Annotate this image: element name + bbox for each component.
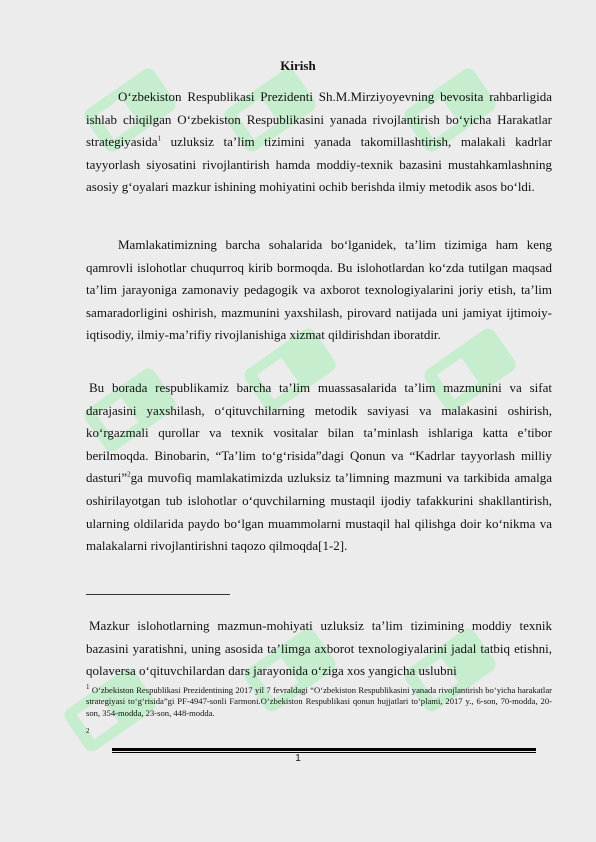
paragraph-1-text-a: O‘zbekiston Respublikasi Prezidenti Sh.M.Mirziyoyevning bevosita rahbarligida ishlab chiqilgan O‘zbekiston Respublikasini yanada rivojlantirish bo‘yicha Harakatlar strategiyasida <box>86 89 552 150</box>
footnotes <box>86 685 552 741</box>
footnote-1 <box>86 685 552 719</box>
footnote-ref-1[interactable]: 1 <box>157 134 161 143</box>
footnote-ref-2[interactable]: 2 <box>127 471 131 480</box>
footnote-1-mark: 1 <box>86 683 90 692</box>
paragraph-2: Mamlakatimizning barcha sohalarida bo‘lganidek, ta’lim tizimiga ham keng qamrovli islohotlar chuqurroq kirib bormoqda. Bu islohotlardan ko‘zda tutilgan maqsad ta’lim jarayoniga zamonaviy pedagogik va axborot texnologiyalarini joriy etish, ta’lim samaradorligini oshirish, mazmunini yaxshilash, pirovard natijada uni jamiyat ijtimoiy-iqtisodiy, ilmiy-ma’rifiy rivojlanishiga xizmat qildirishdan iboratdir. <box>86 237 552 343</box>
paragraph-1 <box>86 86 552 199</box>
page-number: 1 <box>295 753 301 764</box>
footer-rule-thick <box>112 748 536 751</box>
page-title: Kirish <box>280 58 316 73</box>
paragraph-3-text-a: Bu borada respublikamiz barcha ta’lim muassasalarida ta’lim mazmunini va sifat darajasini yaxshilash, o‘qituvchilarning metodik saviyasi va malakasini oshirish, ko‘rgazmali qurollar va texnik vositalar bilan ta’minlash ishlariga katta e’tibor berilmoqda. Binobarin, “Ta’lim to‘g‘risida”dagi Qonun va “Kadrlar tayyorlash milliy dasturi” <box>86 380 552 486</box>
paragraph-3-text-b: ga muvofiq mamlakatimizda uzluksiz ta’limning mazmuni va tarkibida amalga oshirilayotgan tub islohotlar o‘quvchilarning mustaqil ijodiy tafakkurini shakllantirish, ularning oldilarida paydo bo‘lgan muammolarni mustaqil hal qilishga doir ko‘nikma va malakalarni rivojlantirishni taqozo qilmoqda[1-2]. <box>86 470 552 554</box>
paragraph-1-text-b: uzluksiz ta’lim tizimini yanada takomillashtirish, malakali kadrlar tayyorlash siyosatini rivojlantirish hamda moddiy-texnik bazasini mustahkamlashning asosiy g‘oyalari mazkur ishining mohiyatini ochib berishda ilmiy metodik asos bo‘ldi. <box>86 134 552 195</box>
footnote-1-text: O‘zbekiston Respublikasi Prezidentining 2017 yil 7 fevraldagi “O‘zbekiston Respublikasini yanada rivojlantirish bo‘yicha harakatlar strategiyasi to‘g‘risida”gi PF-4947-sonli Farmoni.O‘zbekiston Respublikasi qonun hujjatlari to‘plami, 2017 y., 6-son, 70-modda, 20-son, 354-modda, 23-son, 448-modda. <box>86 685 552 718</box>
footnote-separator <box>86 594 230 595</box>
paragraph-3 <box>86 377 552 558</box>
footnote-2-mark: 2 <box>86 727 90 736</box>
footnote-2 <box>86 729 552 740</box>
paragraph-4: Mazkur islohotlarning mazmun-mohiyati uzluksiz ta’lim tizimining moddiy texnik bazasini yaratishni, uning asosida ta’limga axborot texnologiyalarini jadal tatbiq etishni, qolaversa o‘qituvchilardan dars jarayonida o‘ziga xos yangicha uslubni <box>86 618 552 679</box>
